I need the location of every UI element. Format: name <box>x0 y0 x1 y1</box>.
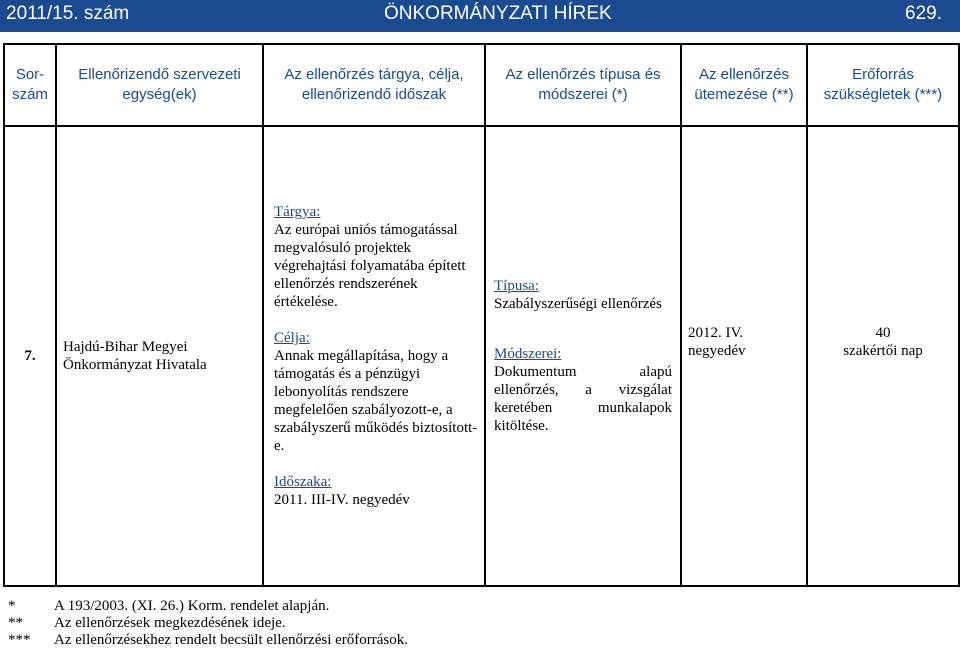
resources-amount: 40 <box>875 325 891 341</box>
goal-label: Célja: <box>274 330 310 346</box>
method-line-3: keretében munkalapok <box>494 400 672 416</box>
footnote-1 <box>8 598 408 615</box>
col-header-unit: Ellenőrizendő szervezeti egység(ek) <box>56 44 263 126</box>
col-header-subject: Az ellenőrzés tárgya, célja, ellenőrizendő időszak <box>263 44 485 126</box>
method-label: Módszerei: <box>494 346 562 362</box>
subject-text: Az európai uniós támogatással megvalósuló projektek végrehajtási folyamatába épített ellenőrzés rendszerének értékelése. <box>274 222 466 310</box>
page-number: 629. <box>905 3 942 24</box>
footnote-text: Az ellenőrzések megkezdésének ideje. <box>54 615 286 631</box>
issue-number: 2011/15. szám <box>6 3 130 24</box>
publication-title: ÖNKORMÁNYZATI HÍREK <box>384 3 612 24</box>
row-subject-cell <box>263 126 485 586</box>
resources-unit: szakértői nap <box>843 343 923 359</box>
footnote-3 <box>8 632 408 649</box>
row-resources-cell <box>807 126 959 586</box>
footnote-mark: *** <box>8 632 31 648</box>
col-header-resources: Erőforrás szükségletek (***) <box>807 44 959 126</box>
row-schedule-cell <box>681 126 807 586</box>
footnote-mark: ** <box>8 615 23 631</box>
schedule-year: 2012. IV. <box>688 325 744 341</box>
col-header-schedule: Az ellenőrzés ütemezése (**) <box>681 44 807 126</box>
period-text: 2011. III-IV. negyedév <box>274 492 410 508</box>
goal-text: Annak megállapítása, hogy a támogatás és a pénzügyi lebonyolítás rendszere megfelelően szabályozott-e, a szabályszerű működés biztosított-e. <box>274 348 478 454</box>
type-text: Szabályszerűségi ellenőrzés <box>494 296 662 312</box>
schedule-quarter: negyedév <box>688 343 746 359</box>
method-line-1: Dokumentum alapú <box>494 364 672 380</box>
footnotes <box>8 598 408 649</box>
footnote-text: A 193/2003. (XI. 26.) Korm. rendelet alapján. <box>54 598 330 614</box>
row-unit: Hajdú-Bihar Megyei Önkormányzat Hivatala <box>56 126 263 586</box>
subject-label: Tárgya: <box>274 204 321 220</box>
type-label: Típusa: <box>494 278 539 294</box>
page-header <box>0 0 960 32</box>
row-number: 7. <box>4 126 56 586</box>
table-header-row <box>4 44 959 126</box>
col-header-number: Sor- szám <box>4 44 56 126</box>
footnote-2 <box>8 615 408 632</box>
row-type-cell <box>485 126 681 586</box>
method-line-4: kitöltése. <box>494 418 549 434</box>
table-row <box>4 126 959 586</box>
method-line-2: ellenőrzés, a vizsgálat <box>494 382 672 398</box>
footnote-mark: * <box>8 598 16 614</box>
footnote-text: Az ellenőrzésekhez rendelt becsült ellenőrzési erőforrások. <box>54 632 408 648</box>
period-label: Időszaka: <box>274 474 332 490</box>
audit-plan-table <box>3 43 960 587</box>
col-header-type: Az ellenőrzés típusa és módszerei (*) <box>485 44 681 126</box>
